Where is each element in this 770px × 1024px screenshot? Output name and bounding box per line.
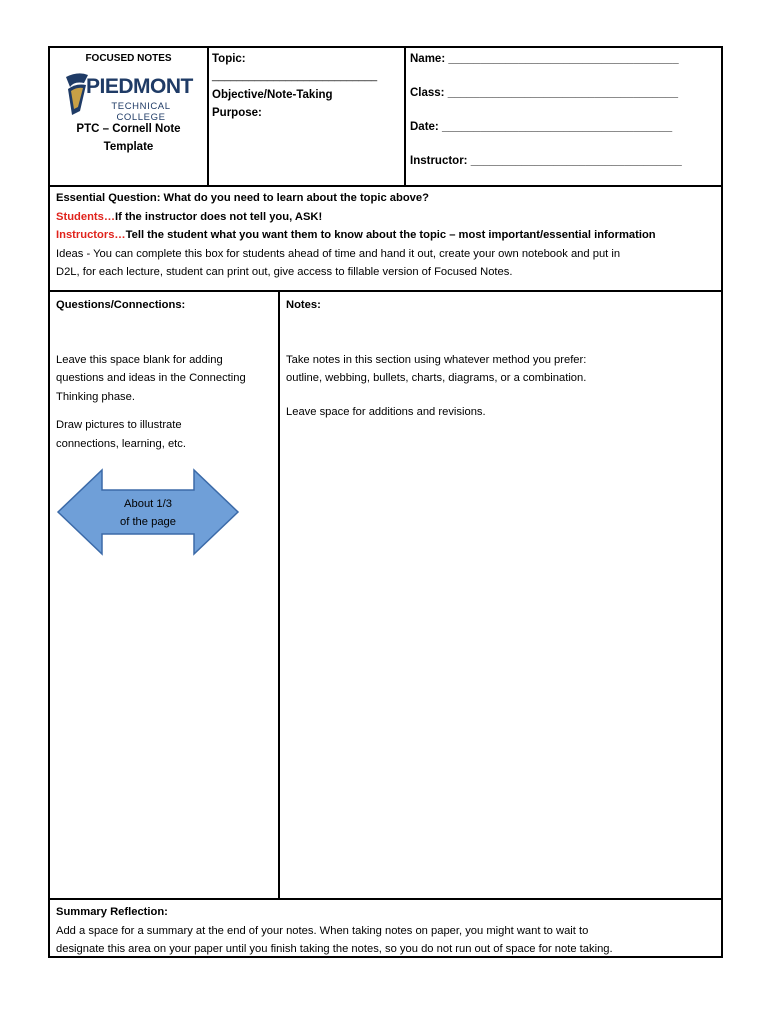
instructors-line: Instructors…Tell the student what you want them to know about the topic – most important/essential information bbox=[56, 229, 656, 241]
summary-reflection-section bbox=[50, 900, 721, 956]
logo-wordmark: PIEDMONT bbox=[86, 75, 193, 98]
cornell-note-template bbox=[48, 46, 723, 958]
objective-label: Objective/Note-Taking Purpose: bbox=[212, 89, 333, 119]
summary-text-1: Add a space for a summary at the end of your notes. When taking notes on paper, you might want to wait to bbox=[56, 924, 589, 937]
instructor-field[interactable]: Instructor: _________________________________ bbox=[410, 155, 682, 167]
arrow-label: About 1/3 of the page bbox=[120, 498, 176, 528]
focused-notes-label: FOCUSED NOTES bbox=[85, 53, 172, 64]
questions-connections-column bbox=[50, 292, 280, 900]
name-field[interactable]: Name: ____________________________________ bbox=[410, 53, 679, 65]
summary-text-2: designate this area on your paper until you finish taking the notes, so you do not run out of space for note taking. bbox=[56, 943, 613, 955]
template-title: PTC – Cornell Note Template bbox=[76, 123, 181, 153]
topic-label: Topic: bbox=[212, 53, 246, 65]
piedmont-logo bbox=[64, 71, 193, 123]
info-column bbox=[404, 48, 721, 187]
summary-label: Summary Reflection: bbox=[56, 906, 168, 918]
essential-question-section bbox=[50, 187, 721, 292]
notes-label: Notes: bbox=[286, 299, 321, 311]
draw-pictures-instructions: Draw pictures to illustrate connections, learning, etc. bbox=[56, 419, 186, 450]
class-field[interactable]: Class: ____________________________________ bbox=[410, 87, 678, 99]
topic-field[interactable]: ___________________________ bbox=[212, 70, 378, 82]
piedmont-logo-mark-icon bbox=[64, 71, 88, 117]
questions-instructions: Leave this space blank for adding questions and ideas in the Connecting Thinking phase. bbox=[56, 353, 246, 403]
topic-column bbox=[207, 48, 406, 187]
ideas-line-2: D2L, for each lecture, student can print out, give access to fillable version of Focused Notes. bbox=[56, 266, 513, 278]
logo-column bbox=[50, 48, 209, 187]
notes-column bbox=[280, 292, 721, 900]
essential-question: Essential Question: What do you need to learn about the topic above? bbox=[56, 192, 429, 204]
ideas-line-1: Ideas - You can complete this box for students ahead of time and hand it out, create your own notebook and put in bbox=[56, 247, 621, 260]
header-row bbox=[50, 48, 721, 187]
date-field[interactable]: Date: ____________________________________ bbox=[410, 121, 673, 133]
notes-revisions-instruction: Leave space for additions and revisions. bbox=[286, 405, 486, 418]
logo-subtitle: TECHNICAL COLLEGE bbox=[111, 101, 171, 123]
notes-instructions: Take notes in this section using whatever method you prefer: outline, webbing, bullets, charts, diagrams, or a combination. bbox=[286, 353, 587, 384]
questions-label: Questions/Connections: bbox=[56, 299, 186, 311]
students-line: Students…If the instructor does not tell you, ASK! bbox=[56, 210, 323, 223]
